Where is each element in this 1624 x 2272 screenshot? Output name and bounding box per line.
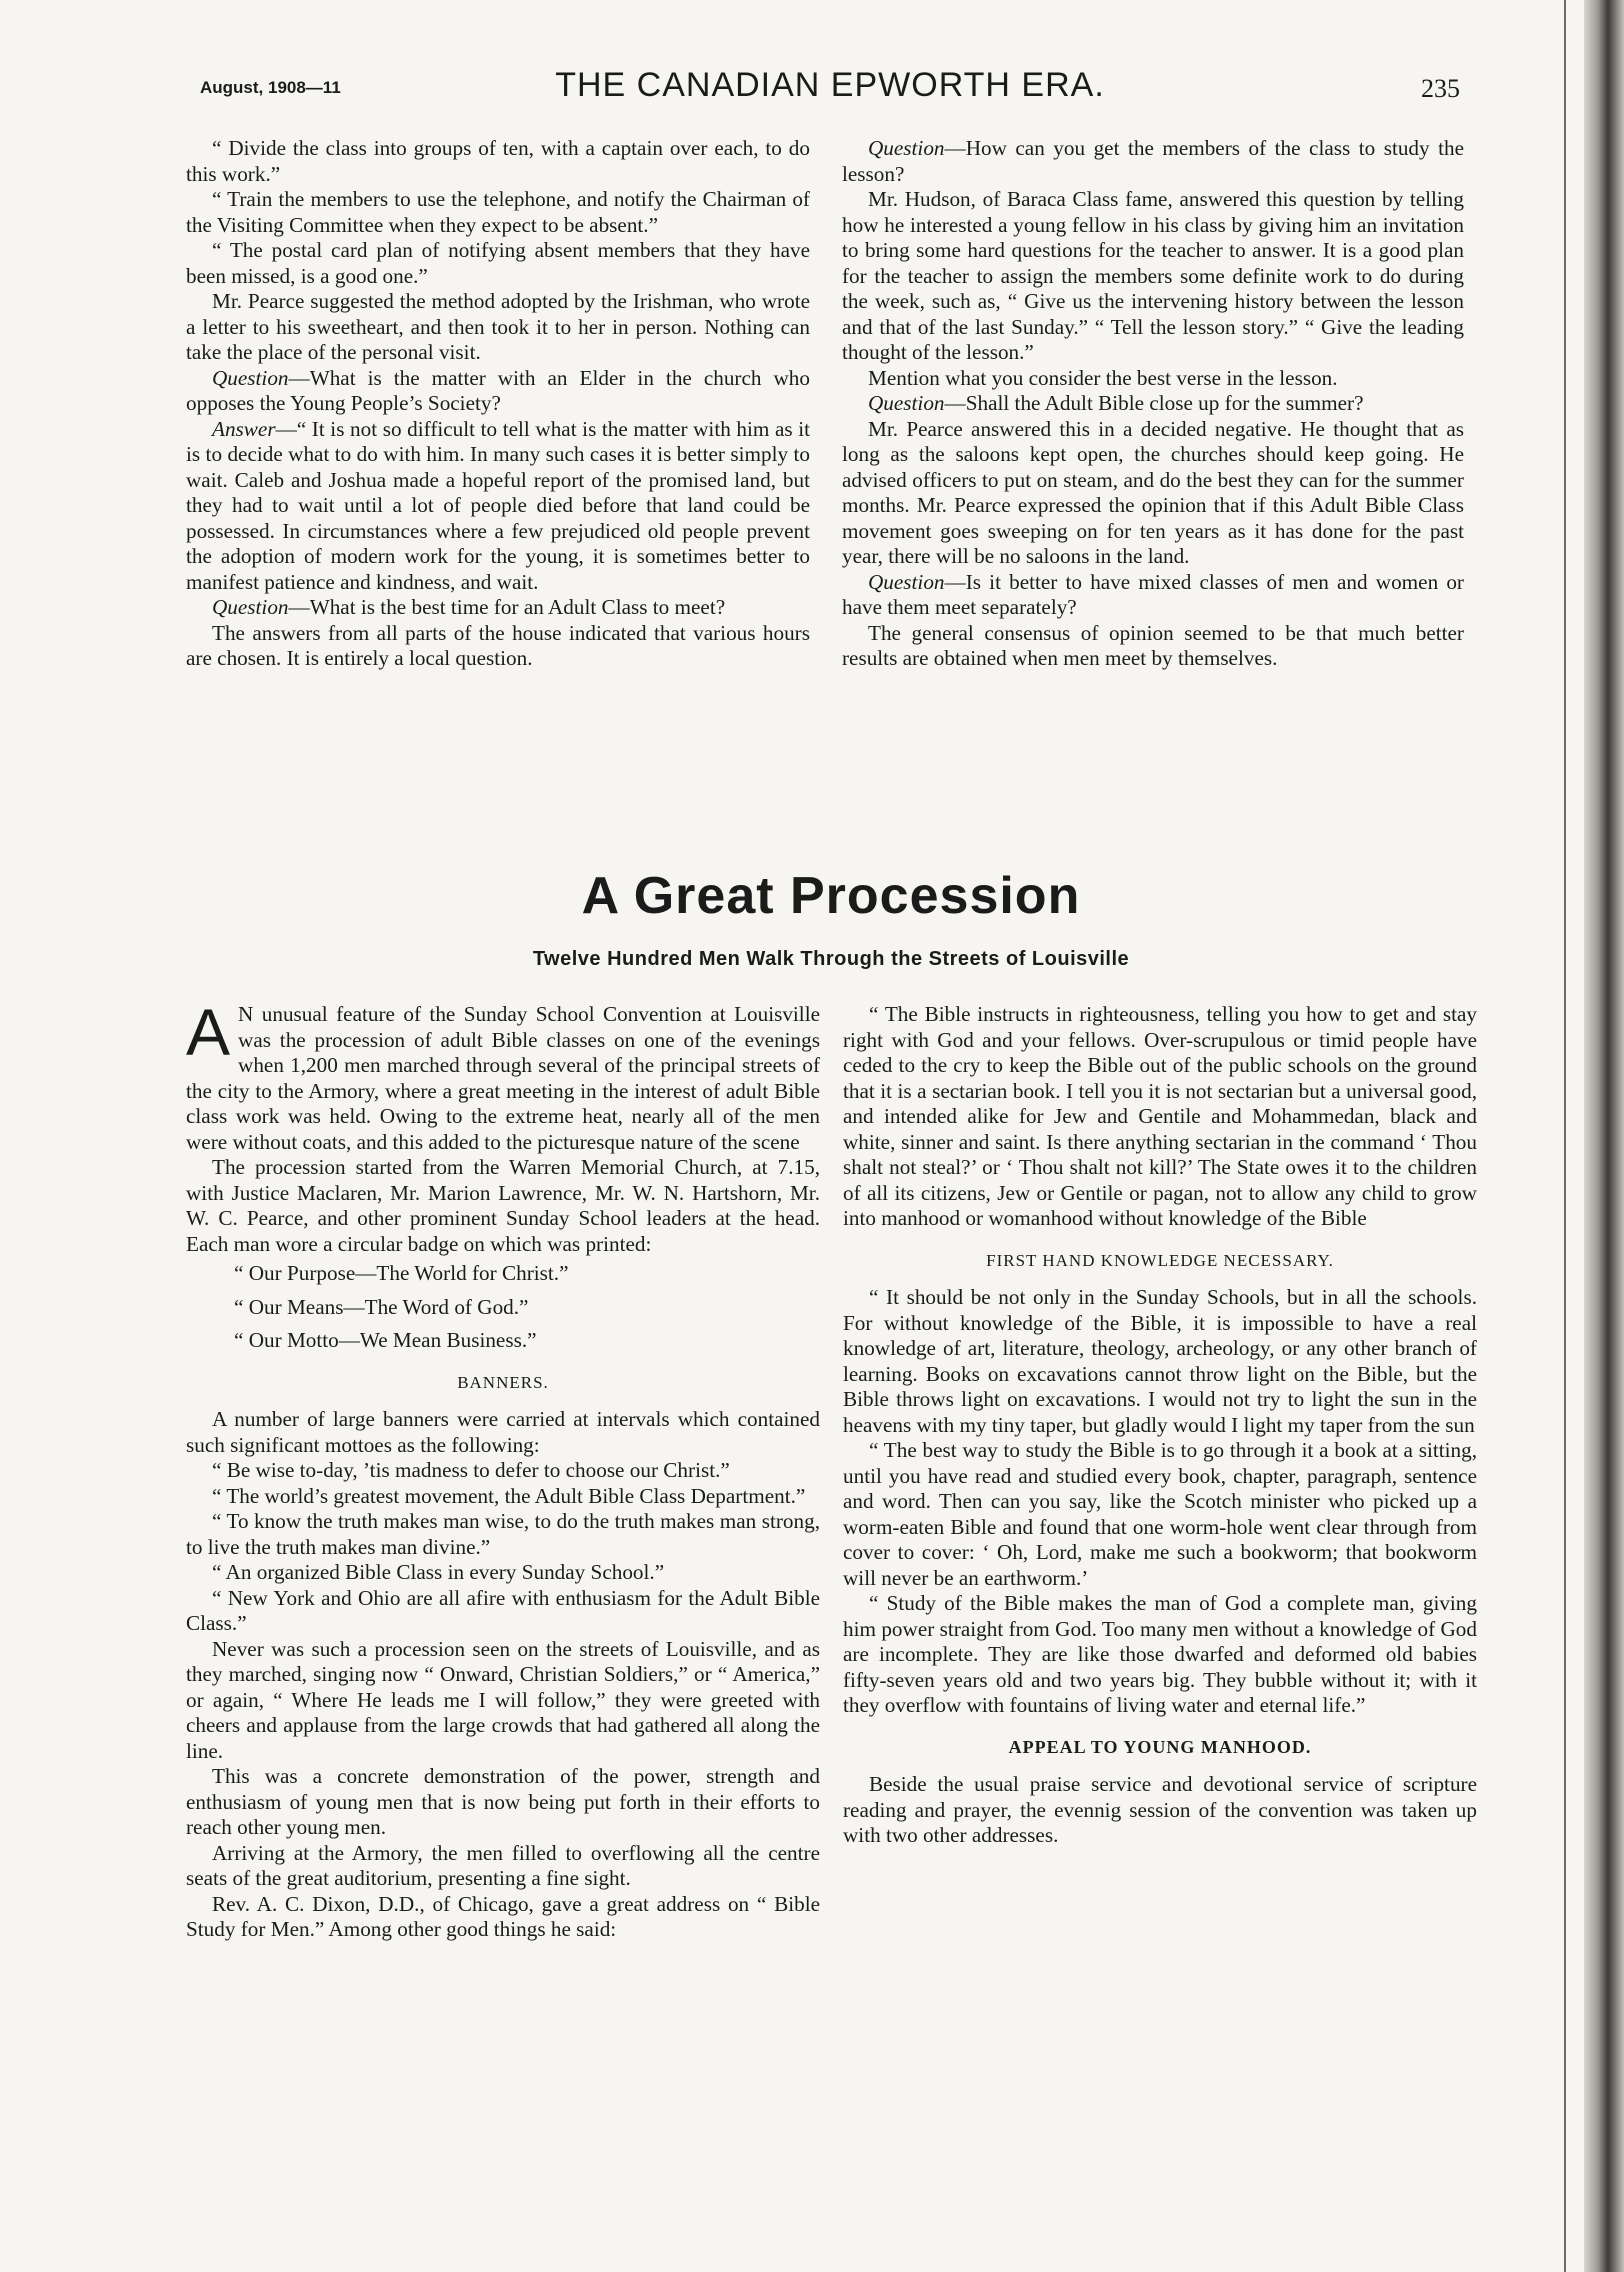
- badge-motto: “ Our Purpose—The World for Christ.”: [234, 1261, 569, 1285]
- banner-motto: “ The world’s greatest movement, the Adult Bible Class Department.”: [212, 1483, 806, 1508]
- qa-question: [842, 391, 1464, 417]
- question-text: —What is the best time for an Adult Class to meet?: [288, 595, 726, 619]
- question-label: Question: [868, 569, 945, 594]
- drop-cap: A: [186, 995, 231, 1069]
- top-left-column: [186, 136, 810, 672]
- section-heading-appeal: APPEAL TO YOUNG MANHOOD.: [1008, 1736, 1312, 1757]
- paragraph: Mention what you consider the best verse in the lesson.: [868, 365, 1338, 390]
- paragraph: Arriving at the Armory, the men filled to overflowing all the centre seats of the great auditorium, presenting a fine sight.: [186, 1840, 820, 1890]
- binding-edge-line: [1564, 0, 1566, 2272]
- paragraph: “ It should be not only in the Sunday Schools, but in all the schools. For without knowledge of the Bible, it is impossible to have a real knowledge of art, literature, theology, archeology, or any other branch of learning. Books on excavations cannot throw light on the Bible, but the Bible throws light on excavations. I would not try to light the sun in the heavens with my tiny taper, but gladly would I light my taper from the sun: [843, 1285, 1477, 1437]
- article-headline: A Great Procession: [581, 867, 1081, 925]
- badge-motto: “ Our Motto—We Mean Business.”: [234, 1328, 537, 1352]
- question-label: Question: [212, 365, 289, 390]
- banner-motto: “ To know the truth makes man wise, to do the truth makes man strong, to live the truth makes man divine.”: [186, 1509, 820, 1559]
- issue-date: August, 1908—11: [200, 78, 341, 97]
- paragraph: This was a concrete demonstration of the power, strength and enthusiasm of young men that is now being put forth in their efforts to reach other young men.: [186, 1764, 820, 1839]
- qa-question: [186, 366, 810, 417]
- paragraph: “ Study of the Bible makes the man of God a complete man, giving him power straight from God. Too many men without a knowledge of God are incomplete. They are like those dwarfed and deformed old babies fifty-seven years old and two years big. They bubble without it; with it they overflow with fountains of living water and eternal life.”: [843, 1591, 1477, 1717]
- lead-paragraph: [186, 995, 820, 1155]
- qa-answer: [186, 417, 810, 596]
- qa-question: [842, 136, 1464, 187]
- paragraph: Mr. Hudson, of Baraca Class fame, answered this question by telling how he interested a young fellow in his class by giving him an invitation to bring some hard questions for the teacher to answer. It is a good plan for the teacher to assign the members some definite work to do during the week, such as, “ Give us the intervening history between the lesson and that of the last Sunday.” “ Tell the lesson story.” “ Give the leading thought of the lesson.”: [842, 187, 1464, 364]
- paragraph: The general consensus of opinion seemed to be that much better results are obtained when men meet by themselves.: [842, 620, 1464, 670]
- banner-motto: “ New York and Ohio are all afire with enthusiasm for the Adult Bible Class.”: [186, 1585, 820, 1635]
- lead-text: N unusual feature of the Sunday School Convention at Louisville was the procession of adult Bible classes on one of the evenings when 1,200 men marched through several of the principal streets of the city to the Armory, where a great meeting in the interest of adult Bible class work was held. Owing to the extreme heat, nearly all of the men were without coats, and this added to the picturesque nature of the scene: [186, 1002, 820, 1154]
- paragraph: Beside the usual praise service and devotional service of scripture reading and prayer, the evennig session of the convention was taken up with two other addresses.: [843, 1772, 1477, 1847]
- qa-question: [842, 570, 1464, 621]
- book-binding: [1584, 0, 1624, 2272]
- banner-motto: “ Be wise to-day, ’tis madness to defer to choose our Christ.”: [212, 1458, 730, 1482]
- article-subheadline: Twelve Hundred Men Walk Through the Streets of Louisville: [532, 948, 1130, 970]
- paragraph: Mr. Pearce answered this in a decided negative. He thought that as long as the saloons kept open, the churches should keep going. He advised officers to put on steam, and do the best they can for the summer months. Mr. Pearce expressed the opinion that if this Adult Bible Class movement goes sweeping on for ten years as it has done for the past year, there will be no saloons in the land.: [842, 416, 1464, 568]
- badge-motto: “ Our Means—The Word of God.”: [234, 1294, 529, 1319]
- paragraph: Never was such a procession seen on the streets of Louisville, and as they marched, singing now “ Onward, Christian Soldiers,” or “ America,” or again, “ Where He leads me I will follow,” they were greeted with cheers and applause from the large crowds that had gathered all along the line.: [186, 1636, 820, 1763]
- answer-text: —“ It is not so difficult to tell what is the matter with him as it is to decide what to do with him. In many such cases it is better simply to wait. Caleb and Joshua made a hopeful report of the promised land, but they had to wait until a lot of people died before that land could be possessed. In circumstances where a few prejudiced old people prevent the adoption of modern work for the young, it is sometimes better to manifest patience and kindness, and wait.: [186, 416, 810, 594]
- paragraph: The procession started from the Warren Memorial Church, at 7.15, with Justice Maclaren, Mr. Marion Lawrence, Mr. W. N. Hartshorn, Mr. W. C. Pearce, and other prominent Sunday School leaders at the head. Each man wore a circular badge on which was printed:: [186, 1155, 820, 1256]
- page-number: 235: [1421, 74, 1460, 103]
- article-left-column: [186, 995, 820, 1943]
- magazine-title: THE CANADIAN EPWORTH ERA.: [555, 66, 1105, 104]
- page-header: [200, 66, 1460, 116]
- article-right-column: [843, 1002, 1477, 1849]
- paragraph: “ The postal card plan of notifying absent members that they have been missed, is a good one.”: [186, 238, 810, 288]
- paragraph: The answers from all parts of the house indicated that various hours are chosen. It is entirely a local question.: [186, 620, 810, 670]
- question-label: Question: [868, 136, 945, 160]
- answer-label: Answer: [212, 416, 276, 441]
- question-text: —Shall the Adult Bible close up for the summer?: [944, 391, 1364, 415]
- question-text: —How can you get the members of the class to study the lesson?: [842, 136, 1464, 186]
- question-label: Question: [212, 595, 289, 619]
- paragraph: A number of large banners were carried at intervals which contained such significant mottoes as the following:: [186, 1407, 820, 1457]
- section-heading-firsthand: FIRST HAND KNOWLEDGE NECESSARY.: [986, 1250, 1334, 1270]
- paragraph: “ The Bible instructs in righteousness, telling you how to get and stay right with God and your fellows. Over-scrupulous or timid people have ceded to the cry to keep the Bible out of the public schools on the ground that it is a sectarian book. I tell you it is not sectarian but a universal good, and intended alike for Jew and Gentile and Mohammedan, black and white, sinner and saint. Is there anything sectarian in the command ‘ Thou shalt not steal?’ or ‘ Thou shalt not kill?’ The State owes it to the children of all its citizens, Jew or Gentile or pagan, not to allow any child to grow into manhood or womanhood without knowledge of the Bible: [843, 1002, 1477, 1230]
- paragraph: “ Train the members to use the telephone, and notify the Chairman of the Visiting Committee when they expect to be absent.”: [186, 187, 810, 237]
- question-text: —Is it better to have mixed classes of men and women or have them meet separately?: [842, 569, 1464, 619]
- question-label: Question: [868, 391, 945, 415]
- paragraph: “ Divide the class into groups of ten, with a captain over each, to do this work.”: [186, 136, 810, 186]
- section-heading-banners: BANNERS.: [457, 1372, 549, 1392]
- banner-motto: “ An organized Bible Class in every Sunday School.”: [212, 1560, 665, 1584]
- qa-question: [186, 595, 810, 621]
- paragraph: Mr. Pearce suggested the method adopted by the Irishman, who wrote a letter to his sweetheart, and then took it to her in person. Nothing can take the place of the personal visit.: [186, 289, 810, 364]
- question-text: —What is the matter with an Elder in the church who opposes the Young People’s Society?: [186, 365, 810, 415]
- paragraph: “ The best way to study the Bible is to go through it a book at a sitting, until you have read and studied every book, chapter, paragraph, sentence and word. Then can you say, like the Scotch minister who picked up a worm-eaten Bible and found that one worm-hole went clear through from cover to cover: ‘ Oh, Lord, make me such a bookworm; that bookworm will never be an earthworm.’: [843, 1438, 1477, 1590]
- paragraph: Rev. A. C. Dixon, D.D., of Chicago, gave a great address on “ Bible Study for Men.” Among other good things he said:: [186, 1891, 820, 1941]
- top-right-column: [842, 136, 1464, 672]
